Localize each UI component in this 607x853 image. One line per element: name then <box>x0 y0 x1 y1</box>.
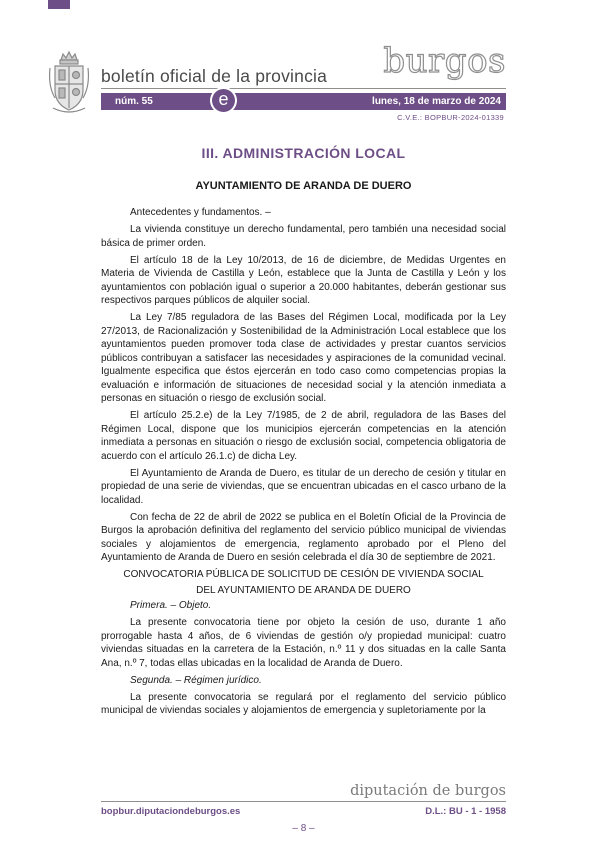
issue-bar <box>101 93 506 110</box>
publication-title: boletín oficial de la provincia <box>101 66 328 86</box>
page-number: – 8 – <box>292 823 315 834</box>
paragraph: El artículo 18 de la Ley 10/2013, de 16 de diciembre, de Medidas Urgentes en Materia de Vivienda de Castilla y León, establece que la Junta de Castilla y León y los ayuntamientos con población igual o superior a 20.000 habitantes, deberán gestionar sus respectivos parques públicos de alquiler social. <box>101 254 506 306</box>
e-badge-letter: e <box>212 89 235 112</box>
paragraph: El artículo 25.2.e) de la Ley 7/1985, de 2 de abril, reguladora de las Bases del Régimen Local, dispone que los municipios ejercerán competencias en la atención inmediata a personas en situación o riesgo de exclusión social, competencia obligatoria de acuerdo con el artículo 26.1.c) de dicha Ley. <box>101 410 506 462</box>
footer-rule <box>101 801 506 802</box>
clause-heading: Segunda. – Régimen jurídico. <box>130 674 262 686</box>
paragraph: Antecedentes y fundamentos. – <box>130 207 271 218</box>
clause-heading: Primera. – Objeto. <box>130 600 212 611</box>
paragraph: La vivienda constituye un derecho fundamental, pero también una necesidad social básica de primer orden. <box>101 224 506 249</box>
paragraph: La presente convocatoria se regulará por el reglamento del servicio público municipal de viviendas sociales y alojamientos de emergencia y supletoriamente por la <box>101 691 506 716</box>
organization-title: AYUNTAMIENTO DE ARANDA DE DUERO <box>195 180 412 192</box>
header-rule <box>101 88 506 89</box>
paragraph: La presente convocatoria tiene por objeto la cesión de uso, durante 1 año prorrogable hasta 4 años, de 6 viviendas de gestión o/y propiedad municipal: cuatro viviendas situadas en la carretera de la Estación, n.º 11 y dos situadas en la calle Santa Ana, n.º 7, todas ellas ubicadas en la localidad de Aranda de Duero. <box>101 617 506 669</box>
issue-date: lunes, 18 de marzo de 2024 <box>372 96 501 107</box>
legal-deposit: D.L.: BU - 1 - 1958 <box>425 806 506 817</box>
convocatoria-title-line1: CONVOCATORIA PÚBLICA DE SOLICITUD DE CESIÓN DE VIVIENDA SOCIAL <box>123 569 484 580</box>
section-title: III. ADMINISTRACIÓN LOCAL <box>201 145 406 161</box>
footer-url-link[interactable]: bopbur.diputaciondeburgos.es <box>101 806 241 817</box>
coat-of-arms-icon <box>47 50 91 116</box>
paragraph: El Ayuntamiento de Aranda de Duero, es titular de un derecho de cesión y titular en propiedad de una serie de viviendas, que se encuentran ubicadas en el casco urbano de la localidad. <box>101 467 506 506</box>
convocatoria-title-line2: DEL AYUNTAMIENTO DE ARANDA DE DUERO <box>196 584 411 596</box>
e-badge-icon <box>210 87 237 114</box>
publication-city: burgos <box>383 41 506 81</box>
document-body <box>101 206 506 721</box>
paragraph: La Ley 7/85 reguladora de las Bases del Régimen Local, modificada por la Ley 27/2013, de Racionalización y Sostenibilidad de la Administración Local establece que los ayuntamientos pueden promover toda clase de actividades y prestar cuantos servicios públicos contribuyan a satisfacer las necesidades y aspiraciones de la comunidad vecinal. Igualmente especifica que éstos ejercerán en todo caso como competencias propias la evaluación e información de situaciones de necesidad social y la atención inmediata a personas en situación o riesgo de exclusión social. <box>101 312 506 404</box>
cve-code: C.V.E.: BOPBUR-2024-01339 <box>397 113 504 122</box>
issue-number: núm. 55 <box>115 96 153 107</box>
footer-brand: diputación de burgos <box>350 783 506 799</box>
paragraph: Con fecha de 22 de abril de 2022 se publica en el Boletín Oficial de la Provincia de Burgos la aprobación definitiva del reglamento del servicio público municipal de viviendas sociales y alojamientos de emergencia, reglamento aprobado por el Pleno del Ayuntamiento de Aranda de Duero en sesión celebrada el día 30 de septiembre de 2021. <box>101 511 506 563</box>
top-accent-bar <box>48 0 70 9</box>
